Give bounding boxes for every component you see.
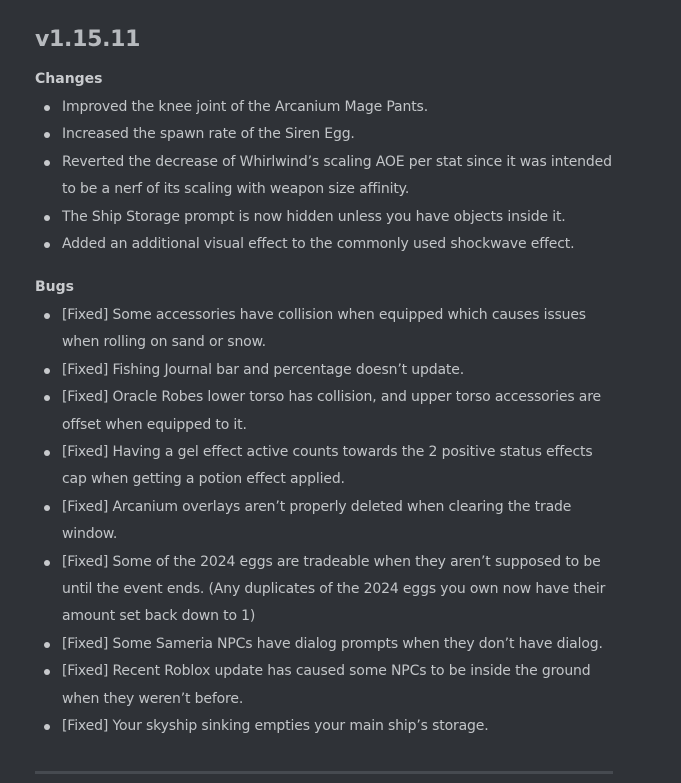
list-item — [35, 231, 615, 258]
changes-heading: Changes — [35, 71, 103, 87]
list-item-text: [Fixed] Fishing Journal bar and percentage doesn’t update. — [62, 361, 465, 378]
list-item-text: [Fixed] Having a gel effect active counts towards the 2 positive status effects cap when getting a potion effect applied. — [62, 444, 593, 488]
list-item-text: Reverted the decrease of Whirlwind’s scaling AOE per stat since it was intended to be a nerf of its scaling with weapon size affinity. — [62, 153, 612, 198]
list-item — [35, 302, 615, 357]
list-item-text: Improved the knee joint of the Arcanium Mage Pants. — [62, 99, 428, 115]
list-item — [35, 384, 615, 439]
bugs-heading: Bugs — [35, 279, 74, 295]
list-item — [35, 204, 615, 231]
list-item-text: [Fixed] Some of the 2024 eggs are tradeable when they aren’t supposed to be until the event ends. (Any duplicates of the 2024 eggs you own now have their amount set back down to 1) — [62, 553, 606, 625]
list-item-text: [Fixed] Recent Roblox update has caused some NPCs to be inside the ground when they weren’t before. — [62, 663, 591, 707]
bullet-icon — [44, 724, 50, 730]
list-item — [35, 357, 615, 384]
list-item-text: [Fixed] Some accessories have collision when equipped which causes issues when rolling on sand or snow. — [62, 307, 586, 351]
list-item-text: Increased the spawn rate of the Siren Egg. — [62, 126, 355, 143]
version-title: v1.15.11 — [35, 27, 141, 52]
bullet-icon — [44, 450, 50, 456]
list-item-text: Added an additional visual effect to the commonly used shockwave effect. — [62, 236, 575, 253]
bullet-icon — [44, 313, 50, 319]
list-item — [35, 631, 615, 658]
list-item — [35, 121, 615, 148]
bullet-icon — [44, 215, 50, 221]
bullet-icon — [44, 105, 50, 111]
bullet-icon — [44, 505, 50, 511]
bullet-icon — [44, 642, 50, 648]
list-item-text: The Ship Storage prompt is now hidden unless you have objects inside it. — [62, 208, 566, 225]
bugs-list — [35, 302, 615, 741]
bullet-icon — [44, 669, 50, 675]
list-item-text: [Fixed] Some Sameria NPCs have dialog prompts when they don’t have dialog. — [62, 635, 603, 652]
list-item — [35, 94, 615, 121]
changes-list — [35, 94, 615, 258]
list-item — [35, 494, 615, 549]
list-item — [35, 713, 615, 740]
bullet-icon — [44, 560, 50, 566]
bullet-icon — [44, 368, 50, 374]
bullet-icon — [44, 242, 50, 248]
section-divider — [35, 771, 613, 774]
list-item-text: [Fixed] Arcanium overlays aren’t properly deleted when clearing the trade window. — [62, 498, 572, 543]
list-item — [35, 439, 615, 494]
list-item — [35, 149, 615, 204]
bullet-icon — [44, 132, 50, 138]
list-item-text: [Fixed] Your skyship sinking empties your main ship’s storage. — [62, 718, 489, 735]
list-item — [35, 658, 615, 713]
list-item-text: [Fixed] Oracle Robes lower torso has collision, and upper torso accessories are offset when equipped to it. — [62, 389, 601, 433]
bullet-icon — [44, 395, 50, 401]
list-item — [35, 549, 615, 631]
bullet-icon — [44, 160, 50, 166]
